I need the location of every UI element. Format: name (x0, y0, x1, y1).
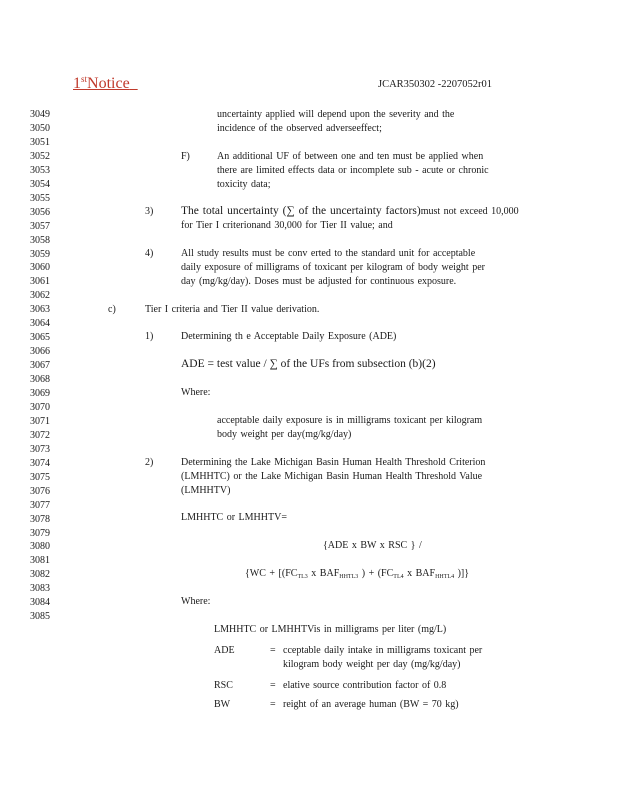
document-code: JCAR350302 -2207052r01 (378, 79, 493, 90)
line-number: 3070 (30, 401, 50, 413)
line-number: 3082 (30, 569, 50, 581)
body-line-3072: body weight per day(mg/kg/day) (217, 429, 352, 440)
line-number: 3067 (30, 360, 50, 372)
body-line-3076: (LMHHTV) (181, 485, 231, 496)
line-number: 3081 (30, 555, 50, 567)
body-line-3053: there are limited effects data or incomplete sub - acute or chronic (217, 165, 489, 176)
line-number: 3084 (30, 597, 50, 609)
line-number: 3053 (30, 164, 50, 176)
line-number: 3050 (30, 122, 50, 134)
line-number: 3059 (30, 248, 50, 260)
body-line-3071: acceptable daily exposure is in milligrams toxicant per kilogram (217, 415, 483, 426)
item-label-f: F) (181, 151, 190, 162)
body-line-3075: (LMHHTC) or the Lake Michigan Basin Human Health Threshold Value (181, 471, 483, 482)
line-number: 3051 (30, 136, 50, 148)
body-line-3057: for Tier I criterionand 30,000 for Tier II value; and (181, 220, 393, 231)
line-number: 3079 (30, 527, 50, 539)
line-number: 3072 (30, 429, 50, 441)
line-number: 3066 (30, 346, 50, 358)
body-line-3056: The total uncertainty (∑ of the uncertainty factors)must not exceed 10,000 (181, 205, 519, 217)
line-number: 3057 (30, 220, 50, 232)
line-number: 3075 (30, 471, 50, 483)
line-number: 3074 (30, 457, 50, 469)
line-number: 3080 (30, 541, 50, 553)
line-number: 3073 (30, 443, 50, 455)
body-line-3084: Where: (181, 596, 211, 607)
line-number: 3069 (30, 388, 50, 399)
line-number: 3083 (30, 583, 50, 595)
line-number: 3049 (30, 109, 50, 120)
line-number: 3054 (30, 178, 50, 190)
line-number: 3058 (30, 234, 50, 246)
item-label-3: 3) (145, 206, 154, 217)
body-line-3063: Tier I criteria and Tier II value derivation. (145, 304, 320, 315)
definition-text-bw: reight of an average human (BW = 70 kg) (283, 699, 459, 710)
body-line-3059: All study results must be conv erted to the standard unit for acceptable (181, 248, 476, 259)
line-number: 3056 (30, 206, 50, 218)
item-label-c: c) (108, 304, 116, 315)
body-line-3049: uncertainty applied will depend upon the severity and the (217, 109, 455, 120)
definition-text-rsc: elative source contribution factor of 0.8 (283, 680, 447, 691)
item-label-4: 4) (145, 248, 154, 259)
ade-formula: ADE = test value / ∑ of the UFs from subsection (b)(2) (181, 358, 436, 370)
body-line-3078: LMHHTC or LMHHTV= (181, 512, 287, 523)
line-number: 3071 (30, 415, 50, 427)
body-line-3065: Determining th e Acceptable Daily Exposure (ADE) (181, 331, 397, 342)
formula-numerator: {ADE x BW x RSC } / (323, 540, 422, 551)
line-number: 3085 (30, 611, 50, 623)
line-number: 3076 (30, 485, 50, 497)
line-number: 3052 (30, 150, 50, 162)
line-number: 3062 (30, 290, 50, 302)
definition-eq-bw: = (270, 699, 276, 710)
definition-term-bw: BW (214, 699, 231, 710)
body-line-3052: An additional UF of between one and ten must be applied when (217, 151, 484, 162)
line-number: 3077 (30, 499, 50, 511)
item-label-1: 1) (145, 331, 154, 342)
item-label-2: 2) (145, 457, 154, 468)
body-line-3074: Determining the Lake Michigan Basin Human Health Threshold Criterion (181, 457, 486, 468)
line-number: 3063 (30, 304, 50, 316)
line-number: 3064 (30, 318, 50, 330)
definition-term-rsc: RSC (214, 680, 233, 691)
body-line-3054: toxicity data; (217, 179, 271, 190)
definition-text-ade: cceptable daily intake in milligrams toxicant per (283, 645, 483, 656)
definition-term-ade: ADE (214, 645, 235, 656)
body-line-3069: Where: (181, 387, 211, 398)
line-number: 3061 (30, 276, 50, 288)
line-number: 3065 (30, 332, 50, 344)
body-line-3061: day (mg/kg/day). Doses must be adjusted for continuous exposure. (181, 276, 457, 287)
definition-eq-ade: = (270, 645, 276, 656)
formula-denominator: {$WC + [(FC_{TL3}$ x $BAF_{HHTL3}$ ) + ($FC_{TL4}$ x $BAF_{HHTL4}$ )]} (245, 568, 470, 580)
definition-eq-rsc: = (270, 680, 276, 691)
line-number: 3055 (30, 192, 50, 204)
line-number: 3078 (30, 513, 50, 525)
body-line-3050: incidence of the observed adverseeffect; (217, 123, 382, 134)
line-number: 3060 (30, 262, 50, 274)
definition-lmhhtc: LMHHTC or LMHHTVis in milligrams per liter (mg/L) (214, 624, 447, 635)
notice-heading: 1stNotice (73, 74, 130, 92)
definition-text-ade-2: kilogram body weight per day (mg/kg/day) (283, 659, 461, 670)
body-line-3060: daily exposure of milligrams of toxicant per kilogram of body weight per (181, 262, 485, 273)
line-number: 3068 (30, 374, 50, 386)
